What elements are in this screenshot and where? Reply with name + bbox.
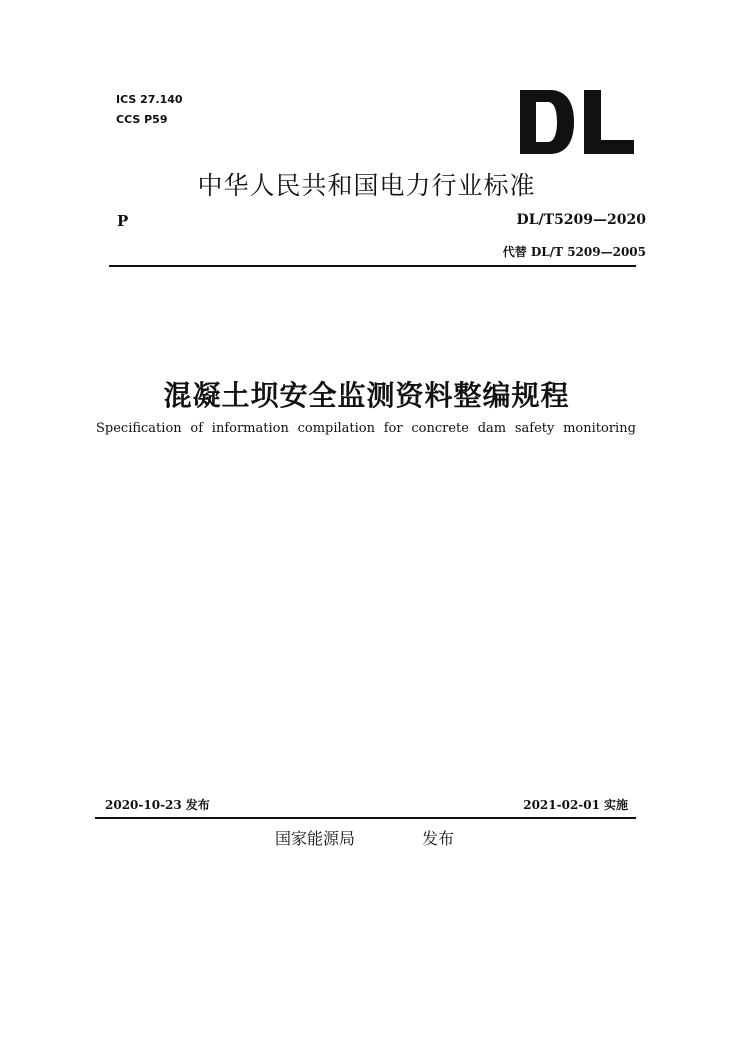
title-word: for [383, 421, 403, 436]
ics-code: ICS 27.140 [116, 93, 183, 106]
implementation-date-value: 2021-02-01 [523, 798, 600, 812]
document-title-english [96, 421, 636, 436]
title-word: information [211, 421, 289, 436]
title-word: concrete [411, 421, 469, 436]
ccs-code: CCS P59 [116, 113, 168, 126]
title-word: monitoring [563, 421, 636, 436]
issue-date [105, 796, 210, 813]
standard-number: DL/T5209—2020 [516, 212, 646, 228]
replaces-standard: 代替 DL/T 5209—2005 [502, 245, 646, 259]
issue-date-value: 2020-10-23 [105, 798, 182, 812]
bottom-divider [95, 817, 636, 819]
title-word: of [190, 421, 204, 436]
classification-codes [116, 90, 183, 130]
dl-logo [516, 86, 640, 158]
category-code: P [117, 212, 129, 230]
title-word: Specification [96, 421, 182, 436]
title-word: safety [514, 421, 555, 436]
publisher-name: 国家能源局 [275, 829, 356, 848]
document-title-chinese: 混凝土坝安全监测资料整编规程 [163, 379, 570, 412]
title-word: dam [477, 421, 507, 436]
industry-standard-title: 中华人民共和国电力行业标准 [197, 171, 536, 200]
publisher-action: 发布 [422, 829, 455, 848]
implementation-date [523, 796, 628, 813]
implementation-label: 实施 [603, 798, 628, 812]
top-divider [109, 265, 636, 267]
title-word: compilation [297, 421, 375, 436]
issue-label: 发布 [185, 798, 210, 812]
